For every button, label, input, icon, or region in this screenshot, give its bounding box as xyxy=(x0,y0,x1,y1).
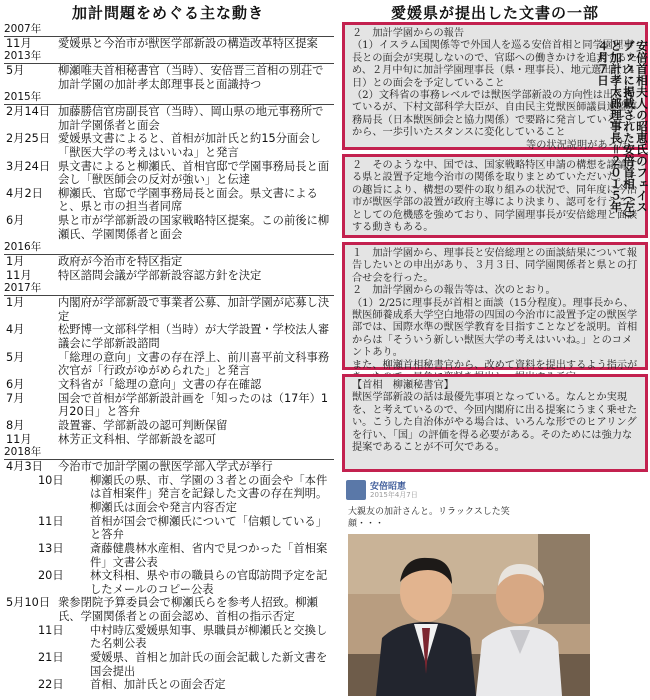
event-date: 10日 xyxy=(38,473,64,487)
timeline-year: 2016年 xyxy=(4,241,334,255)
timeline-event xyxy=(4,419,334,433)
event-text: 柳瀬氏、官邸で学園事務局長と面会。県文書によると、県と市の担当者同席 xyxy=(58,186,318,214)
event-text: 政府が今治市を特区指定 xyxy=(58,255,183,269)
event-text: 衆参閉院予算委員会で柳瀬氏らを参考人招致。柳瀬氏、学園関係者との面会認め、首相の指示否定 xyxy=(58,596,318,624)
post-text: 大親友の加計さんと。リラックスした笑顔・・・ xyxy=(348,507,510,529)
event-date: 6月 xyxy=(6,214,25,228)
timeline-year: 2015年 xyxy=(4,91,334,105)
event-text: 内閣府が学部新設で事業者公募、加計学園が応募し決定 xyxy=(58,296,330,323)
timeline-event xyxy=(4,132,334,159)
event-text: 県と市が学部新設の国家戦略特区提案。この前後に柳瀬氏、学園関係者と面会 xyxy=(58,214,330,241)
event-text: 国会で首相が学部新設計画を「知ったのは（17年）1月20日」と答弁 xyxy=(58,391,329,419)
event-date: 2月14日 xyxy=(6,104,51,118)
timeline-event xyxy=(4,515,334,542)
doc2-text: ２ そのような中、国では、国家戦略特区申請の構想を議論する県と設置予定地今治市の関係を取りまとめていただいた。その趣旨により、構想の要件の取り組みの状況で、同年度に今治市が獣医学部の設置が政府主導により決まり、認可を行うこととしての危機感を強めており、同学園理事長が安倍総理と面談する動きもある。 xyxy=(352,160,638,234)
event-date: 3月24日 xyxy=(6,159,51,173)
document-excerpt-3 xyxy=(342,242,648,370)
event-text: 斎藤健農林水産相、省内で見つかった「首相案件」文書公表 xyxy=(90,541,328,569)
timeline-event xyxy=(4,269,334,283)
event-text: 柳瀬氏の県、市、学園の３者との面会や「本件は首相案件」発言を記録した文書の存在判明。柳瀬氏は面会や発言内容否定 xyxy=(90,473,328,514)
event-text: 愛媛県と今治市が獣医学部新設の構造改革特区提案 xyxy=(58,36,318,50)
event-date: 20日 xyxy=(38,569,64,583)
document-excerpt-4 xyxy=(342,374,648,472)
photo-caption: 安倍首相夫人の昭恵氏のフェイスブックに掲載された安倍首相（左）と加計孝太郎理事長＝２０１５年４月７日 xyxy=(596,40,649,219)
doc1-line: 等の状況説明があった。 xyxy=(526,139,638,151)
timeline-event xyxy=(4,255,334,269)
timeline-event xyxy=(4,296,334,323)
event-date: 13日 xyxy=(38,541,64,555)
doc3-text: １ 加計学園から、理事長と安倍総理との面談結果について報告したいとの申出があり、３月３日、同学園関係者と県との打合せ会を行った。 xyxy=(352,248,638,284)
event-text: 首相、加計氏との面会否定 xyxy=(90,678,226,692)
facebook-post xyxy=(342,476,648,698)
doc1-line: （1）イスラム国関係等で外国人を巡る安倍首相と同学園理事長との面会が実現しないので、官邸への働きかけを追求するため、２月中旬に加計学園理事長（県・理事長）、地元選出（14日）との面会を予定していること xyxy=(352,40,638,89)
event-date: 4月3日 xyxy=(6,459,43,473)
timeline-event xyxy=(4,214,334,241)
event-text: 愛媛県文書によると、首相が加計氏と約15分面会し「獣医大学の考えはいいね」と発言 xyxy=(58,132,321,159)
timeline-year: 2013年 xyxy=(4,50,334,64)
event-date: 5月 xyxy=(6,350,25,364)
event-date: 6月 xyxy=(6,377,25,391)
event-text: 柳瀬唯夫首相秘書官（当時）、安倍晋三首相の別荘で加計学園の加計孝太郎理事長と面識持つ xyxy=(58,63,324,91)
timeline-event xyxy=(4,678,334,692)
event-date: 8月 xyxy=(6,418,25,432)
facebook-post-header xyxy=(346,478,506,504)
documents-column xyxy=(340,0,650,698)
event-date: 21日 xyxy=(38,651,64,665)
event-text: 特区諮問会議が学部新設容認方針を決定 xyxy=(58,268,262,282)
timeline-event xyxy=(4,351,334,378)
event-date: 1月 xyxy=(6,255,25,269)
doc3-text: また、柳瀬首相秘書官から、改めて資料を提出するよう指示が xyxy=(352,359,638,371)
timeline-year: 2018年 xyxy=(4,446,334,460)
avatar xyxy=(346,480,366,500)
timeline-event xyxy=(4,433,334,447)
timeline-event xyxy=(4,105,334,132)
event-text: 今治市で加計学園の獣医学部入学式が挙行 xyxy=(58,459,273,473)
event-date: 4月2日 xyxy=(6,186,43,200)
doc1-line: ２ 加計学園からの報告 xyxy=(352,28,465,39)
timeline-event xyxy=(4,624,334,651)
doc1-line: （2）文科省の事務レベルでは獣医学部新設の方向性は出されているが、下村文部科学大臣が、自由民主党獣医師議員連盟事務局長（日本獣医師会と協力関係）で要路に発言していることから、一歩引いたスタンスに変化していること xyxy=(352,90,638,139)
event-date: 11月 xyxy=(6,432,32,446)
timeline-event xyxy=(4,596,334,623)
event-date: 11日 xyxy=(38,514,64,528)
event-text: 設置審、学部新設の認可判断保留 xyxy=(58,418,228,432)
event-date: 22日 xyxy=(38,678,64,692)
post-date: 2015年4月7日 xyxy=(370,491,418,499)
event-text: 首相が国会で柳瀬氏について「信頼している」と答弁 xyxy=(90,514,328,542)
event-date: 11月 xyxy=(6,36,32,50)
timeline-event xyxy=(4,323,334,350)
event-date: 2月25日 xyxy=(6,132,51,146)
timeline-event xyxy=(4,378,334,392)
doc3-text: （1）2/25に理事長が首相と面談（15分程度）。理事長から、獣医師養成系大学空白地帯の四国の今治市に設置予定の獣医学部では、国際水準の獣医学教育を目指すことなどを説明。首相からは「そういう新しい獣医大学の考えはいいね。」とのコメントあり。 xyxy=(352,297,638,359)
timeline-year: 2007年 xyxy=(4,23,334,37)
post-photo xyxy=(348,534,590,696)
documents-heading: 愛媛県が提出した文書の一部 xyxy=(390,4,599,22)
timeline xyxy=(4,23,334,692)
event-text: 中村時広愛媛県知事、県職員が柳瀬氏と交換した名刺公表 xyxy=(90,623,328,651)
event-text: 林文科相、県や市の職員らの官邸訪問予定を記したメールのコピー公表 xyxy=(90,569,328,596)
event-date: 7月 xyxy=(6,391,25,405)
timeline-event xyxy=(4,37,334,51)
timeline-event xyxy=(4,160,334,187)
event-text: 加藤勝信官房副長官（当時）、岡山県の地元事務所で加計学園係者と面会 xyxy=(58,104,324,132)
timeline-event xyxy=(4,474,334,515)
poster-name: 安倍昭恵 xyxy=(370,482,407,492)
event-date: 5月 xyxy=(6,63,25,77)
timeline-event xyxy=(4,64,334,91)
event-text: 松野博一文部科学相（当時）が大学設置・学校法人審議会に学部新設諮問 xyxy=(58,323,330,351)
event-text: 愛媛県、首相と加計氏の面会記載した新文書を国会提出 xyxy=(90,651,328,678)
event-text: 文科省が「総理の意向」文書の存在確認 xyxy=(58,377,262,391)
doc4-text: 獣医学部新設の話は最優先事項となっている。なんとか実現を、と考えているので、今回内閣府に出る提案にうまく乗せたい。こうした自治体がやる場合は、いろんな形でのヒアリングを行い、「国」の評価を得る必要がある。そのためには強力な提案であることが不可欠である。 xyxy=(352,392,638,454)
event-text: 県文書によると柳瀬氏、首相官邸で学園事務局長と面会し「獣医師会の反対が強い」と伝達 xyxy=(58,159,330,187)
photo-illustration xyxy=(348,534,590,696)
timeline-year: 2017年 xyxy=(4,282,334,296)
timeline-event xyxy=(4,651,334,678)
event-text: 「総理の意向」文書の存在浮上、前川喜平前文科事務次官が「行政がゆがめられた」と発言 xyxy=(58,350,330,378)
timeline-event xyxy=(4,392,334,419)
event-date: 11月 xyxy=(6,268,32,282)
timeline-heading: 加計問題をめぐる主な動き xyxy=(71,4,264,22)
timeline-event xyxy=(4,187,334,214)
doc3-text: ２ 加計学園からの報告等は、次のとおり。 xyxy=(352,285,556,297)
event-date: 1月 xyxy=(6,296,25,310)
event-date: 5月10日 xyxy=(6,596,51,610)
timeline-event xyxy=(4,569,334,596)
event-text: 林芳正文科相、学部新設を認可 xyxy=(58,432,217,446)
timeline-event xyxy=(4,460,334,474)
doc4-label: 【首相 柳瀬秘書官】 xyxy=(352,380,454,391)
event-date: 11日 xyxy=(38,623,64,637)
timeline-event xyxy=(4,542,334,569)
event-date: 4月 xyxy=(6,323,25,337)
